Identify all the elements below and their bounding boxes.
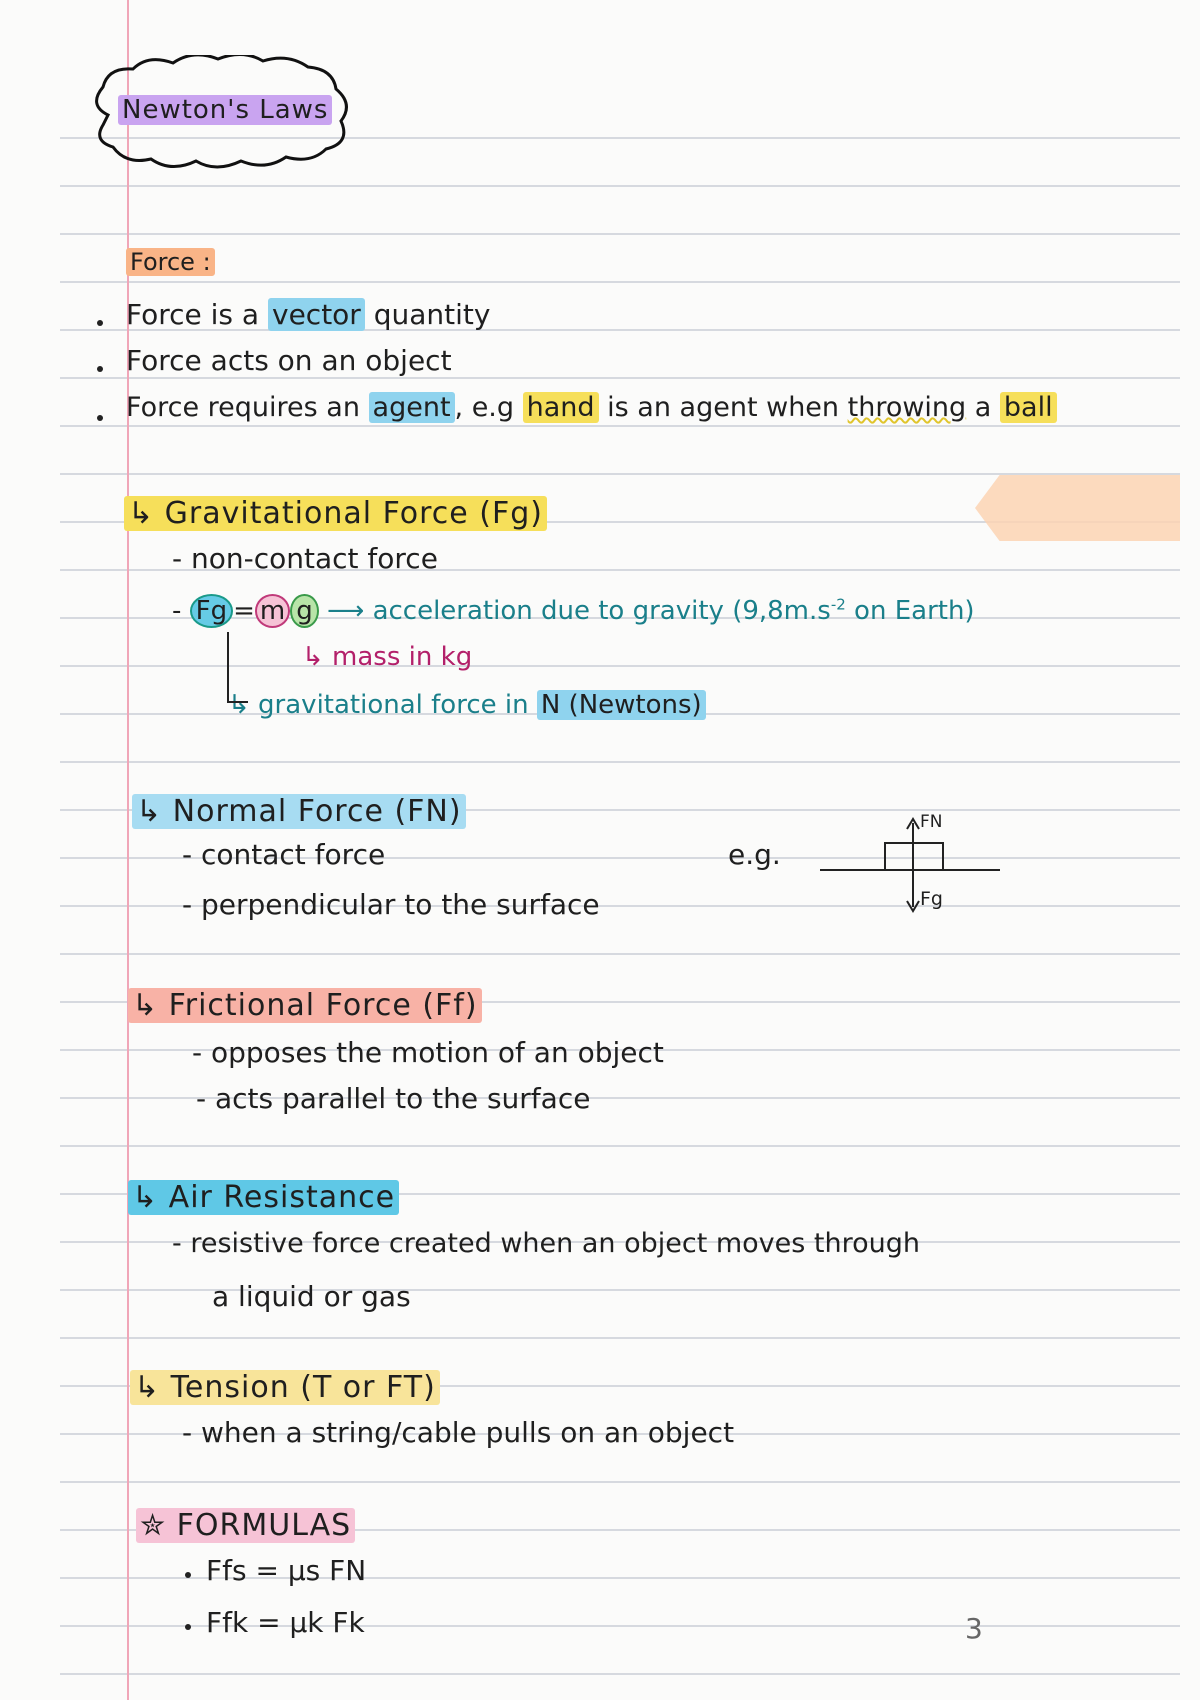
tension-heading-text: ↳ Tension (T or FT) <box>130 1370 440 1405</box>
bullet-dot <box>185 1624 191 1630</box>
gforce-newtons: N (Newtons) <box>537 690 706 720</box>
bullet-3-agent: agent <box>369 392 455 423</box>
acceleration-end-text: on Earth) <box>845 596 975 626</box>
bullet-dot <box>97 320 103 326</box>
bullet-3-throwing: throwing <box>847 392 967 423</box>
frictional-line-1: - opposes the motion of an object <box>192 1036 664 1069</box>
page-title <box>118 95 332 125</box>
bullet-1-post: quantity <box>373 298 491 331</box>
air-line-1: - resistive force created when an object moves through <box>172 1228 921 1259</box>
air-heading <box>128 1180 399 1215</box>
normal-eg: e.g. <box>728 838 781 871</box>
g-circle: g <box>290 594 319 628</box>
bullet-dot <box>185 1572 191 1578</box>
air-line-2: a liquid or gas <box>212 1280 411 1313</box>
normal-force-diagram <box>815 815 1005 925</box>
m-circle: m <box>255 594 290 628</box>
force-heading-text: Force : <box>126 248 215 276</box>
air-heading-text: ↳ Air Resistance <box>128 1180 399 1215</box>
force-heading <box>126 248 215 276</box>
normal-heading <box>132 794 466 829</box>
normal-heading-text: ↳ Normal Force (FN) <box>132 794 466 829</box>
bullet-3-mid: is an agent when <box>607 392 840 423</box>
gforce-text: ↳ gravitational force in <box>228 690 529 720</box>
formula-2: Ffk = μk Fk <box>206 1606 365 1639</box>
formulas-heading-text: ✮ FORMULAS <box>136 1508 355 1543</box>
bullet-2: Force acts on an object <box>126 344 452 377</box>
formula-dash: - <box>172 596 182 626</box>
bullet-1-vector: vector <box>268 298 365 331</box>
orange-tab-decoration <box>975 475 1180 541</box>
bullet-3-eg: , e.g <box>454 392 515 423</box>
bullet-3 <box>126 392 1057 423</box>
formula-1: Ffs = μs FN <box>206 1554 367 1587</box>
diagram-fn-label: FN <box>920 812 943 832</box>
gravitational-line-1: - non-contact force <box>172 542 438 575</box>
bullet-dot <box>97 366 103 372</box>
formulas-heading <box>136 1508 355 1543</box>
tension-line-1: - when a string/cable pulls on an object <box>182 1416 735 1449</box>
frictional-heading-text: ↳ Frictional Force (Ff) <box>128 988 482 1023</box>
gravitational-heading <box>124 496 547 531</box>
bullet-3-ball: ball <box>1000 392 1057 423</box>
formula-equals: = <box>233 596 255 626</box>
page-title-text: Newton's Laws <box>118 95 332 125</box>
diagram-fg-label: Fg <box>920 888 943 910</box>
acceleration-text: ⟶ acceleration due to gravity (9,8m.s <box>327 596 831 626</box>
normal-line-1: - contact force <box>182 838 386 871</box>
bullet-3-a: a <box>974 392 992 423</box>
page-number: 3 <box>965 1612 983 1645</box>
formula-connector-lines <box>220 630 280 710</box>
bullet-3-pre: Force requires an <box>126 392 360 423</box>
bullet-1-pre: Force is a <box>126 298 260 331</box>
bullet-3-hand: hand <box>523 392 599 423</box>
tension-heading <box>130 1370 440 1405</box>
gravitational-force-line <box>228 690 706 720</box>
bullet-1 <box>126 298 490 331</box>
frictional-line-2: - acts parallel to the surface <box>196 1082 591 1115</box>
acceleration-exponent: -2 <box>830 595 846 614</box>
mass-line: ↳ mass in kg <box>302 642 473 672</box>
fg-circle: Fg <box>190 594 233 628</box>
normal-line-2: - perpendicular to the surface <box>182 888 600 921</box>
frictional-heading <box>128 988 482 1023</box>
bullet-dot <box>97 415 103 421</box>
gravitational-formula <box>172 594 975 628</box>
gravitational-heading-text: ↳ Gravitational Force (Fg) <box>124 496 547 531</box>
